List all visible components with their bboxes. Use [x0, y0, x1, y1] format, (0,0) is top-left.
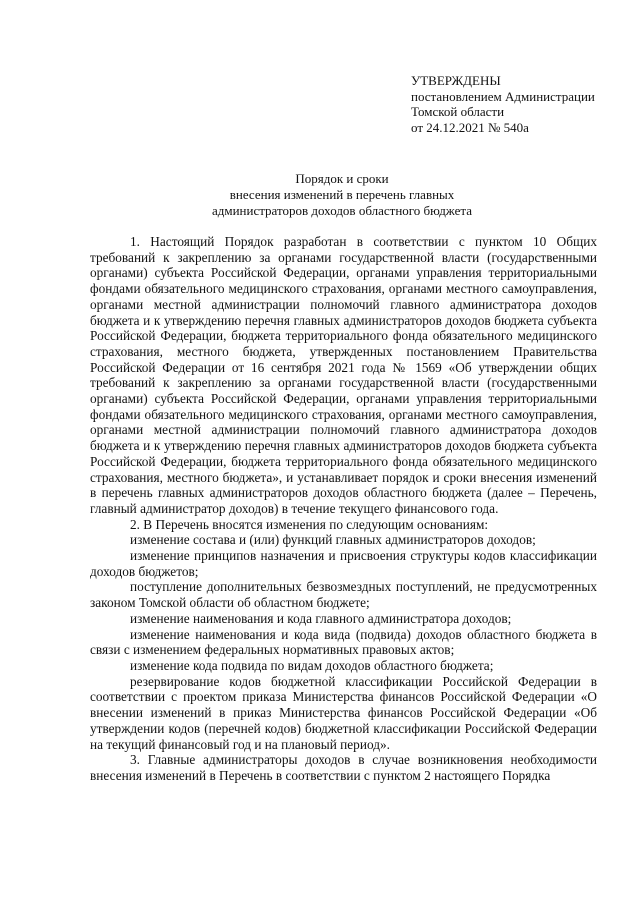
approval-date-number: от 24.12.2021 № 540а [411, 119, 529, 135]
approval-issuer: постановлением Администрации [411, 88, 595, 104]
document-body [90, 234, 597, 784]
paragraph-2: 2. В Перечень вносятся изменения по следующим основаниям: [130, 516, 489, 532]
paragraph-1: 1. Настоящий Порядок разработан в соответствии с пунктом 10 Общих требований к закреплению за органами государственной власти (государственными органами) субъекта Российской Федерации, органами управления территориальными фондами обязательного медицинского страхования, органами местного самоуправления, органами местной администрации полномочий главного администратора доходов бюджета и к утверждению перечня главных администраторов доходов бюджета субъекта Российской Федерации, бюджета территориального фонда обязательного медицинского страхования, местного бюджета, утвержденных постановлением Правительства Российской Федерации от 16 сентября 2021 года № 1569 «Об утверждении общих требований к закреплению за органами государственной власти (государственными органами) субъекта Российской Федерации, органами управления территориальными фондами обязательного медицинского страхования, органами местного самоуправления, органами местной администрации полномочий главного администратора доходов бюджета и к утверждению перечня главных администраторов доходов бюджета субъекта Российской Федерации, бюджета территориального фонда обязательного медицинского страхования, местного бюджета», и устанавливает порядок и сроки внесения изменений в перечень главных администраторов доходов областного бюджета (далее – Перечень, главный администратор доходов) в течение текущего финансового года. [90, 234, 597, 516]
list-item: резервирование кодов бюджетной классификации Российской Федерации в соответствии с проектом приказа Министерства финансов Российской Федерации «О внесении изменений в приказ Министерства финансов Российской Федерации «Об утверждении кодов (перечней кодов) бюджетной классификации Российской Федерации на текущий финансовый год и на плановый период». [90, 673, 597, 752]
title-line: администраторов доходов областного бюджета [211, 203, 473, 218]
list-item: поступление дополнительных безвозмездных поступлений, не предусмотренных законом Томской области об областном бюджете; [90, 579, 597, 611]
list-item: изменение принципов назначения и присвоения структуры кодов классификации доходов бюджетов; [90, 548, 597, 579]
list-item: изменение наименования и кода вида (подвида) доходов областного бюджета в связи с изменением федеральных нормативных правовых актов; [90, 626, 597, 658]
approval-region: Томской области [411, 104, 505, 119]
approval-heading: УТВЕРЖДЕНЫ [411, 73, 501, 88]
list-item: изменение наименования и кода главного администратора доходов; [130, 610, 512, 626]
title-line: внесения изменений в перечень главных [229, 187, 455, 202]
list-item: изменение кода подвида по видам доходов областного бюджета; [130, 657, 494, 673]
paragraph-3: 3. Главные администраторы доходов в случае возникновения необходимости внесения изменений в Перечень в соответствии с пунктом 2 настоящего Порядка [90, 752, 597, 783]
approval-stamp [411, 73, 631, 135]
document-title [90, 171, 594, 219]
title-line: Порядок и сроки [295, 171, 389, 186]
list-item: изменение состава и (или) функций главных администраторов доходов; [130, 532, 536, 548]
